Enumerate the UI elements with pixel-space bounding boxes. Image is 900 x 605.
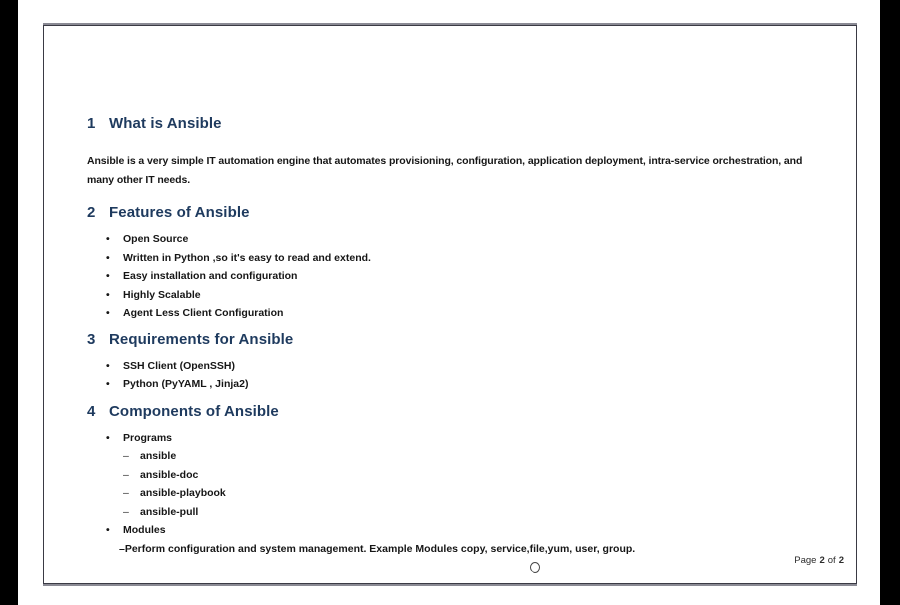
bullet-marker: • bbox=[106, 359, 110, 372]
dash-marker: – bbox=[123, 450, 129, 462]
bullet-marker: • bbox=[106, 251, 110, 264]
bullet-marker: • bbox=[106, 431, 110, 444]
intro-paragraph: Ansible is a very simple IT automation engine that automates provisioning, configuration, application deployment, intra-service orchestration, and many other IT needs. bbox=[87, 155, 803, 186]
components-list bbox=[87, 429, 816, 559]
list-item-text: Written in Python ,so it's easy to read and extend. bbox=[123, 251, 371, 264]
list-item bbox=[87, 521, 816, 558]
list-item-text: Modules bbox=[123, 524, 166, 536]
dash-marker: – bbox=[123, 505, 129, 518]
bullet-marker: • bbox=[106, 270, 110, 282]
requirements-list bbox=[87, 357, 816, 394]
bullet-marker: • bbox=[106, 378, 110, 390]
features-list bbox=[87, 230, 816, 323]
footer-of-label: of bbox=[827, 555, 836, 566]
list-item bbox=[87, 375, 816, 394]
list-item-text: ansible-doc bbox=[140, 468, 199, 481]
list-item-text: Python (PyYAML , Jinja2) bbox=[123, 378, 249, 390]
section-heading-components bbox=[87, 403, 816, 421]
document-canvas bbox=[18, 0, 880, 605]
bullet-marker: • bbox=[106, 524, 110, 536]
heading-title: Features of Ansible bbox=[109, 204, 250, 221]
list-item bbox=[87, 429, 816, 522]
section-heading-features bbox=[87, 204, 816, 222]
list-item bbox=[87, 484, 816, 503]
footer-total-pages: 2 bbox=[838, 555, 844, 566]
list-item bbox=[87, 286, 816, 305]
list-item-text: SSH Client (OpenSSH) bbox=[123, 359, 236, 372]
heading-number: 1 bbox=[87, 115, 96, 132]
list-item-text: Agent Less Client Configuration bbox=[123, 307, 284, 319]
dash-marker: – bbox=[123, 487, 129, 499]
list-item bbox=[87, 249, 816, 268]
list-item bbox=[87, 267, 816, 286]
busy-cursor-icon bbox=[530, 562, 540, 573]
heading-number: 2 bbox=[87, 204, 96, 221]
section-heading-requirements bbox=[87, 331, 816, 349]
list-item-text: ansible-playbook bbox=[140, 487, 226, 499]
document-page bbox=[43, 25, 857, 584]
bullet-marker: • bbox=[106, 233, 110, 245]
section-heading-what-is-ansible bbox=[87, 115, 816, 133]
dash-marker: – bbox=[123, 468, 129, 481]
list-item bbox=[87, 230, 816, 249]
footer-page-number: 2 bbox=[819, 555, 825, 566]
list-item-text: Open Source bbox=[123, 233, 189, 245]
bullet-marker: • bbox=[106, 307, 110, 319]
list-item-text: ansible-pull bbox=[140, 505, 199, 518]
list-item-text: Easy installation and configuration bbox=[123, 270, 298, 282]
programs-sublist bbox=[87, 447, 816, 521]
heading-title: Requirements for Ansible bbox=[109, 330, 294, 348]
footer-label: Page bbox=[794, 555, 817, 566]
modules-note: –Perform configuration and system management. Example Modules copy, service,file,yum, user, group. bbox=[119, 542, 636, 555]
heading-number: 3 bbox=[87, 330, 96, 348]
list-item bbox=[87, 304, 816, 323]
heading-number: 4 bbox=[87, 402, 96, 420]
list-item-text: Highly Scalable bbox=[123, 288, 201, 301]
page-footer bbox=[794, 555, 844, 567]
list-item bbox=[87, 466, 816, 485]
heading-title: Components of Ansible bbox=[109, 402, 279, 420]
list-item-text: Programs bbox=[123, 431, 173, 444]
list-item bbox=[87, 447, 816, 466]
list-item bbox=[87, 503, 816, 522]
bullet-marker: • bbox=[106, 288, 110, 301]
heading-title: What is Ansible bbox=[109, 115, 222, 132]
list-item bbox=[87, 357, 816, 376]
page-content bbox=[44, 26, 856, 558]
list-item-text: ansible bbox=[140, 450, 177, 462]
